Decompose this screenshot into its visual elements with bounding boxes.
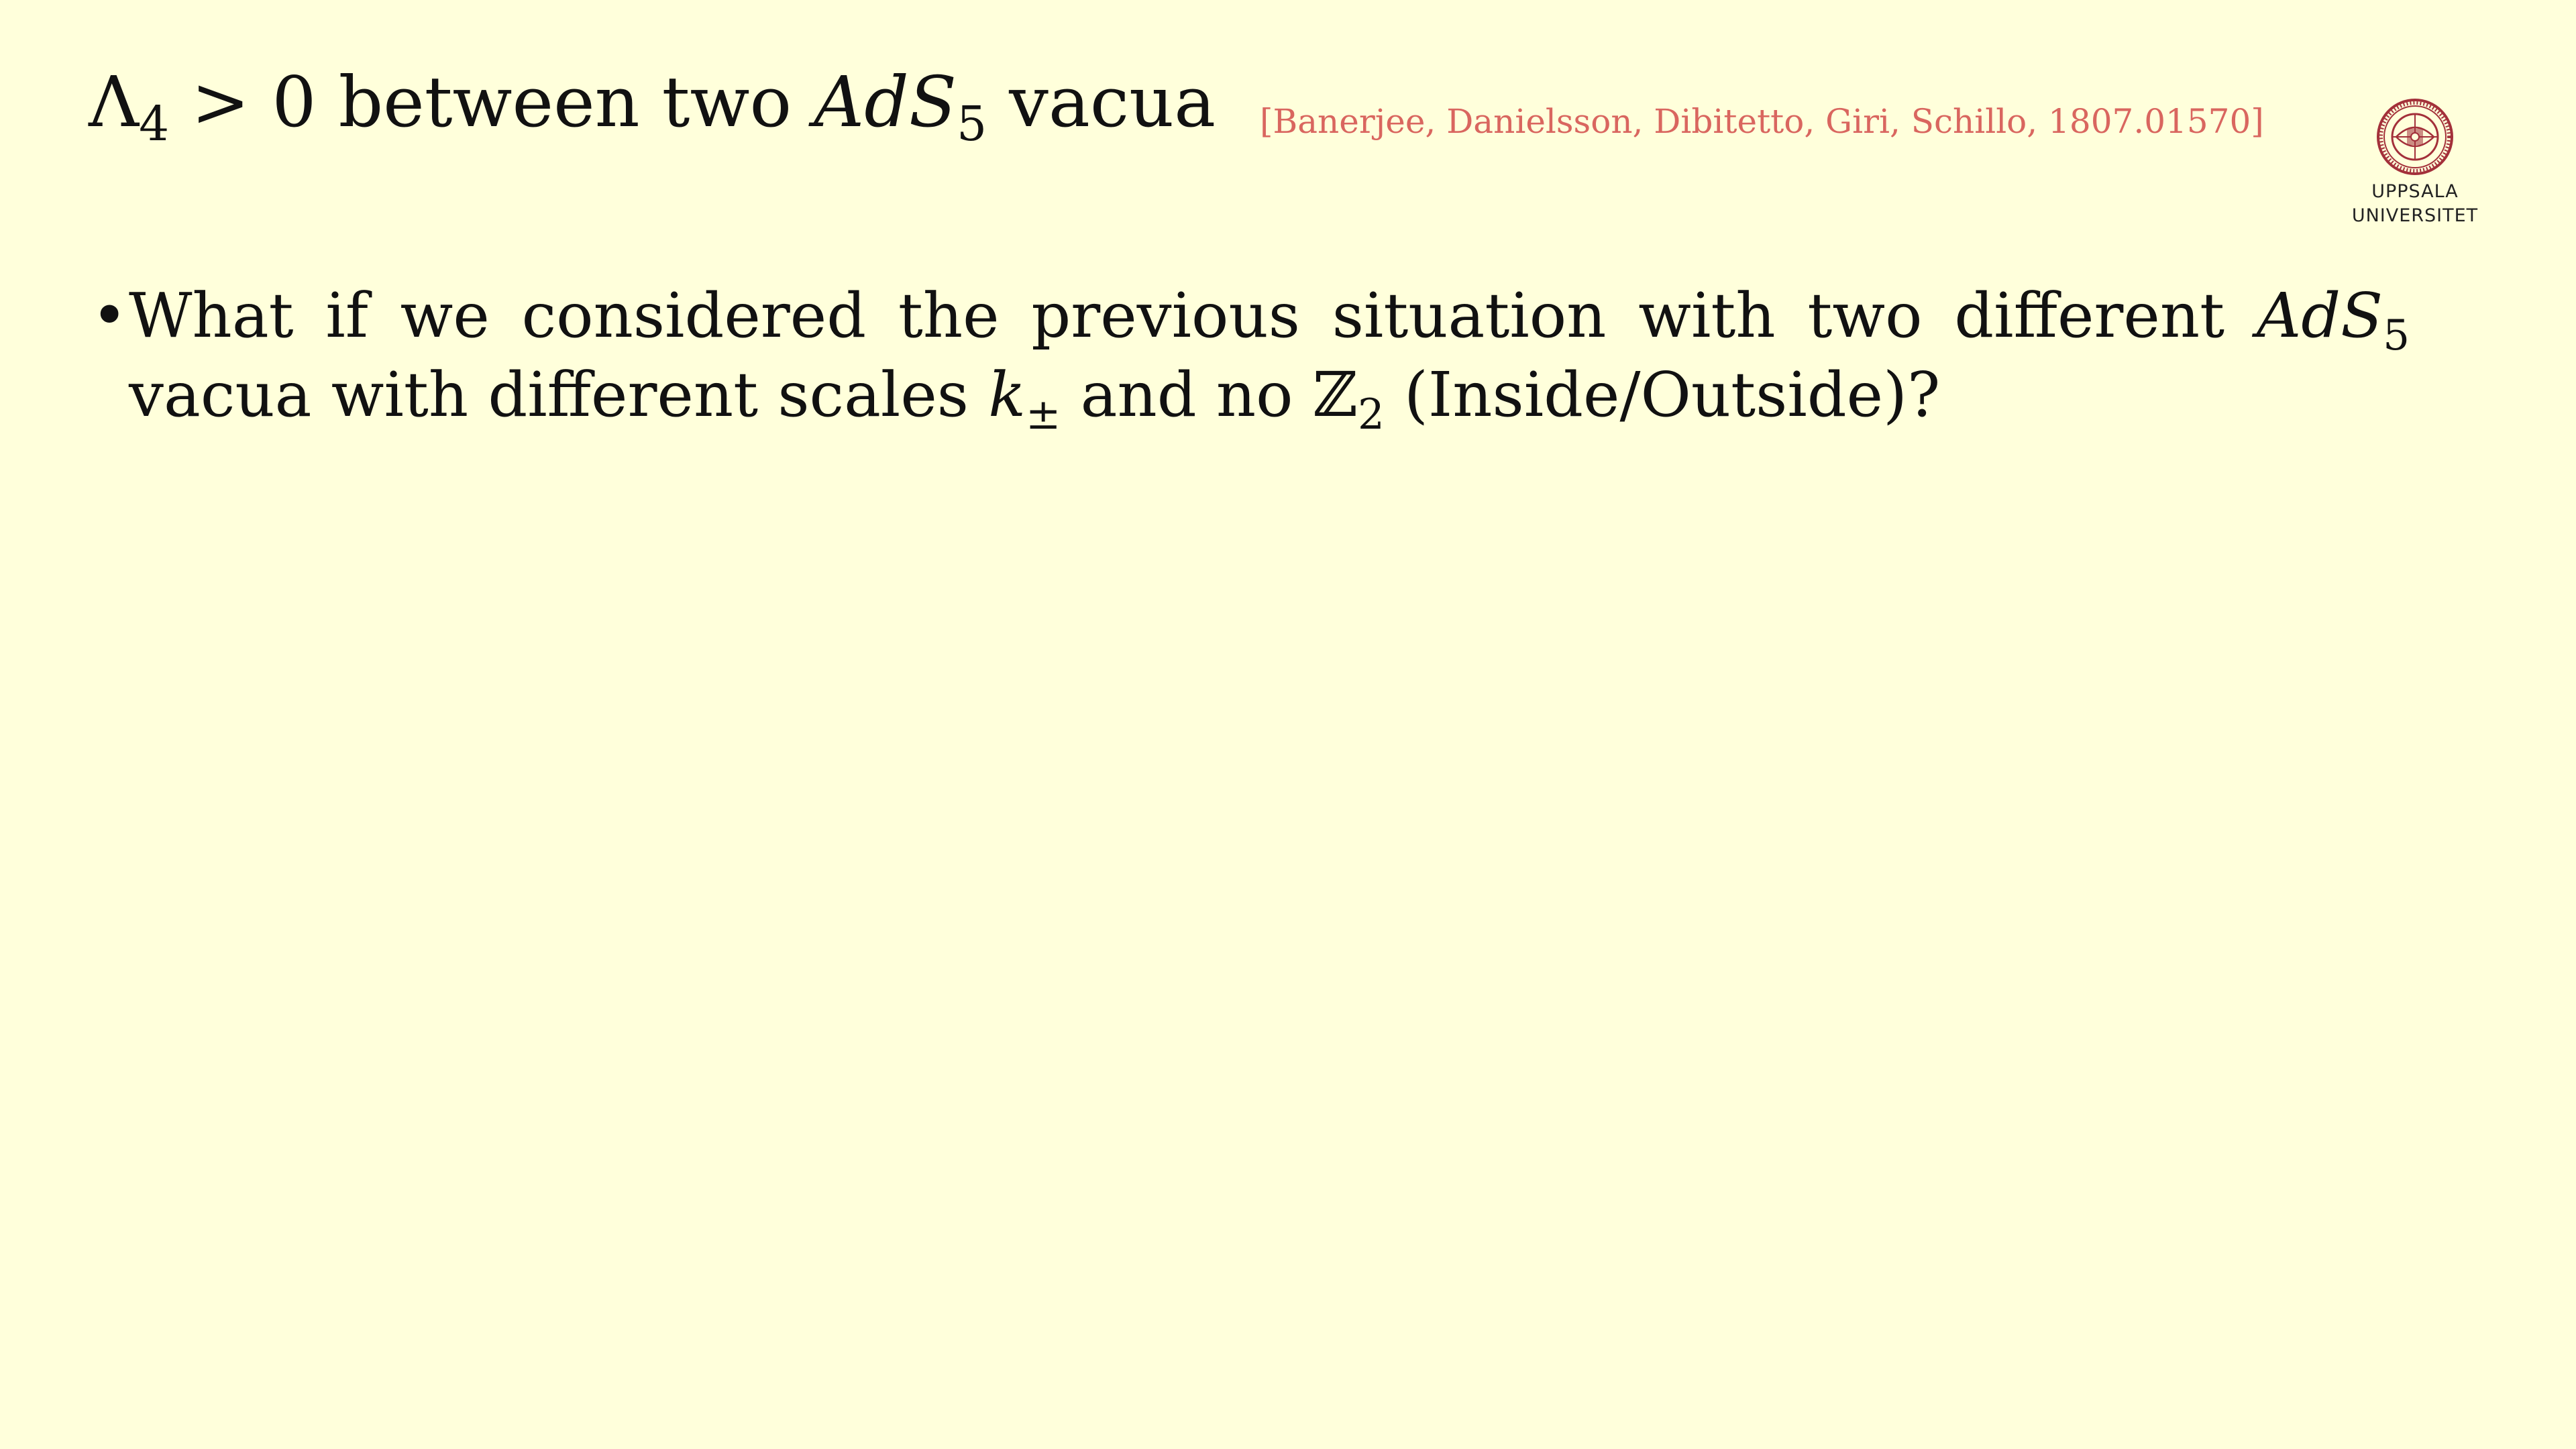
bullet-k: k <box>988 359 1026 431</box>
logo-line-2: UNIVERSITET <box>2351 205 2479 226</box>
bullet-part-2: vacua with different scales <box>129 359 989 431</box>
citation-reference: [Banerjee, Danielsson, Dibitetto, Giri, Schillo, 1807.01570] <box>1260 102 2264 141</box>
bullet-k-subscript: ± <box>1026 389 1061 439</box>
bullet-item <box>89 276 2410 439</box>
bullet-part-3: and no <box>1061 359 1313 431</box>
title-ads-subscript: 5 <box>957 96 987 152</box>
bullet-part-1: What if we considered the previous situation with two different <box>129 280 2257 352</box>
slide-title <box>89 61 1216 152</box>
bullet-ads: AdS <box>2256 280 2383 352</box>
bullet-marker: • <box>91 280 128 352</box>
university-seal-icon <box>2376 98 2454 176</box>
bullet-list <box>89 276 2410 439</box>
uppsala-logo <box>2341 98 2489 228</box>
logo-line-1: UPPSALA <box>2371 181 2459 202</box>
bullet-z-subscript: 2 <box>1357 389 1385 439</box>
bullet-text <box>129 280 2410 439</box>
title-relation: > 0 between two <box>169 61 814 143</box>
bullet-ads-subscript: 5 <box>2383 310 2410 360</box>
title-tail: vacua <box>987 61 1216 143</box>
title-lambda-subscript: 4 <box>139 96 170 152</box>
title-lambda: Λ <box>89 61 140 143</box>
bullet-part-4: (Inside/Outside)? <box>1384 359 1941 431</box>
bullet-z: ℤ <box>1312 359 1358 431</box>
title-ads: AdS <box>814 61 957 143</box>
slide-title-row <box>89 61 1216 152</box>
